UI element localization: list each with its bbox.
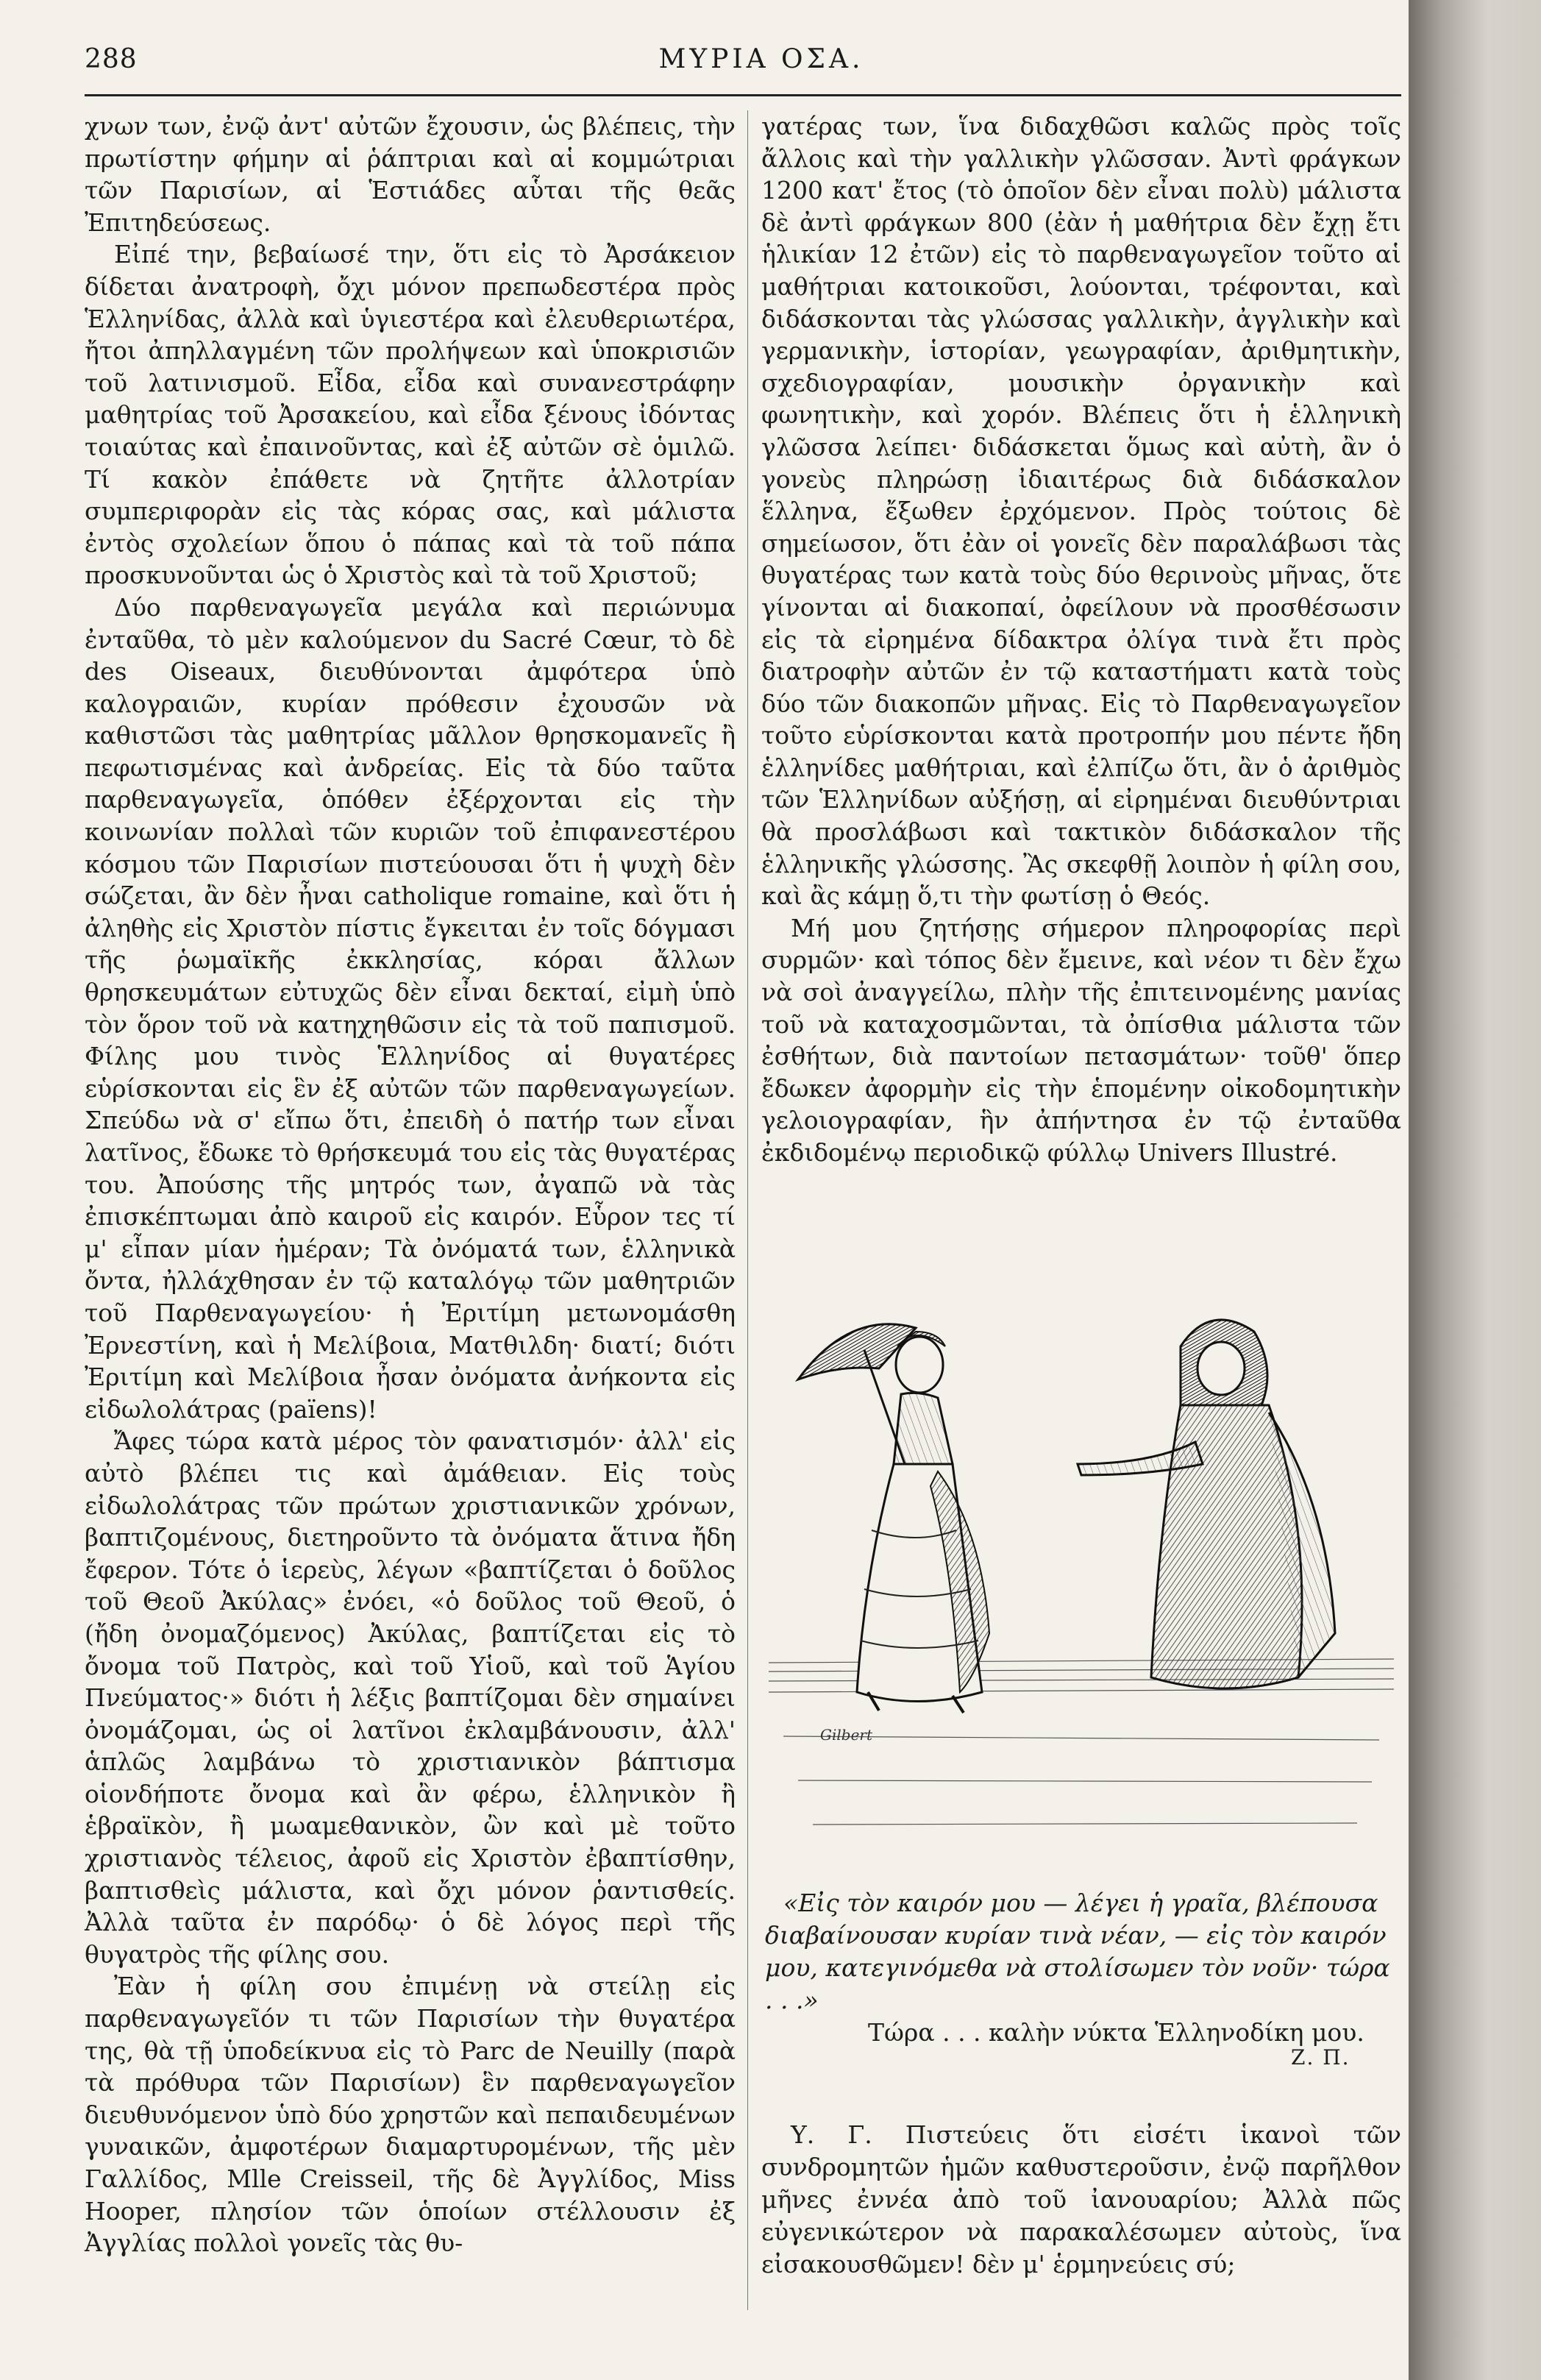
young-woman-figure [857,1332,989,1713]
left-paragraph-1: χνων των, ἐνῷ ἀντ' αὐτῶν ἔχουσιν, ὡς βλέπεις, τὴν πρωτίστην φήμην αἱ ῥάπτριαι καὶ αἱ κομμώτριαι τῶν Παρισίων, αἱ Ἑστιάδες αὗται τῆς θεᾶς Ἐπιτηδεύσεως. [85,112,736,237]
binding-shadow [1409,0,1541,2380]
left-paragraph-4: Ἄφες τώρα κατὰ μέρος τὸν φανατισμόν· ἀλλ' εἰς αὐτὸ βλέπει τις καὶ ἀμάθειαν. Εἰς τοὺς εἰδωλολάτρας τῶν πρώτων χριστιανικῶν χρόνων, βαπτιζομένους, διετηροῦντο τὰ ὀνόματα ἅτινα ἤδη ἔφερον. Τότε ὁ ἱερεὺς, λέγων «βαπτίζεται ὁ δοῦλος τοῦ Θεοῦ Ἀκύλας» ἐνόει, «ὁ δοῦλος τοῦ Θεοῦ, ὁ (ἤδη ὀνομαζόμενος) Ἀκύλας, βαπτίζεται εἰς τὸ ὄνομα τοῦ Πατρὸς, καὶ τοῦ Υἱοῦ, καὶ τοῦ Ἁγίου Πνεύματος·» διότι ἡ λέξις βαπτίζομαι δὲν σημαίνει ὀνομάζομαι, ὡς οἱ λατῖνοι ἐκλαμβάνουσιν, ἀλλ' ἁπλῶς λαμβάνω τὸ χριστιανικὸν βάπτισμα οἱονδήποτε ὄνομα καὶ ἂν φέρω, ἑλληνικὸν ἢ ἑβραϊκὸν, ἢ μωαμεθανικὸν, ὢν καὶ μὲ τοῦτο χριστιανὸς τέλειος, ἀφοῦ εἰς Χριστὸν ἐβαπτίσθην, βαπτισθεὶς μάλιστα, καὶ ὄχι μόνον ῥαντισθείς. Ἀλλὰ ταῦτα ἐν παρόδῳ· ὁ δὲ λόγος περὶ τῆς θυγατρὸς τῆς φίλης σου. [85,1427,736,1969]
left-paragraph-5: Ἐὰν ἡ φίλη σου ἐπιμένῃ νὰ στείλῃ εἰς παρθεναγωγεῖόν τι τῶν Παρισίων τὴν θυγατέρα της, θὰ τῇ ὑποδείκνυα εἰς τὸ Parc de Neuilly (παρὰ τὰ πρόθυρα τῶν Παρισίων) ἓν παρθεναγωγεῖον διευθυνόμενον ὑπὸ δύο χρηστῶν καὶ πεπαιδευμένων γυναικῶν, ἀμφοτέρων διαμαρτυρομένων, τῆς μὲν Γαλλίδος, Mlle Creisseil, τῆς δὲ Ἀγγλίδος, Miss Hooper, πλησίον τῶν ὁποίων στέλλουσιν ἐξ Ἀγγλίας πολλοὶ γονεῖς τὰς θυ- [85,1972,736,2258]
caption-quote: «Εἰς τὸν καιρόν μου — λέγει ἡ γραῖα, βλέπουσα διαβαίνουσαν κυρίαν τινὰ νέαν, — εἰς τὸν καιρόν μου, κατεγινόμεθα νὰ στολίσωμεν τὸν νοῦν· τώρα . . .» [765,1889,1390,2014]
left-paragraph-3: Δύο παρθεναγωγεῖα μεγάλα καὶ περιώνυμα ἐνταῦθα, τὸ μὲν καλούμενον du Sacré Cœur, τὸ δὲ des Oiseaux, διευθύνονται ἀμφότερα ὑπὸ καλογραιῶν, κυρίαν πρόθεσιν ἐχουσῶν νὰ καθιστῶσι τὰς μαθητρίας μᾶλλον θρησκομανεῖς ἢ πεφωτισμένας καὶ ἀνδρείας. Εἰς τὰ δύο ταῦτα παρθεναγωγεῖα, ὁπόθεν ἐξέρχονται εἰς τὴν κοινωνίαν πολλαὶ τῶν κυριῶν τοῦ ἐπιφανεστέρου κόσμου τῶν Παρισίων πιστεύουσαι ὅτι ἡ ψυχὴ δὲν σώζεται, ἂν δὲν ἦναι catholique romaine, καὶ ὅτι ἡ ἀληθὴς εἰς Χριστὸν πίστις ἔγκειται ἐν τοῖς δόγμασι τῆς ῥωμαϊκῆς ἐκκλησίας, κόραι ἄλλων θρησκευμάτων εὐτυχῶς δὲν εἶναι δεκταί, εἰμὴ ὑπὸ τὸν ὅρον τοῦ νὰ κατηχηθῶσιν εἰς τὰ τοῦ παπισμοῦ. Φίλης μου τινὸς Ἑλληνίδος αἱ θυγατέρες εὑρίσκονται εἰς ἓν ἐξ αὐτῶν τῶν παρθεναγωγείων. Σπεύδω νὰ σ' εἴπω ὅτι, ἐπειδὴ ὁ πατήρ των εἶναι λατῖνος, ἔδωκε τὸ θρήσκευμά του εἰς τὰς θυγατέρας του. Ἀπούσης τῆς μητρός των, ἀγαπῶ νὰ τὰς ἐπισκέπτωμαι ἀπὸ καιροῦ εἰς καιρόν. Εὗρον τες τί μ' εἶπαν μίαν ἡμέραν; Τὰ ὀνόματά των, ἑλληνικὰ ὄντα, ἠλλάχθησαν ἐν τῷ καταλόγῳ τῶν μαθητριῶν τοῦ Παρθεναγωγείου· ἡ Ἐριτίμη μετωνομάσθη Ἐρνεστίνη, καὶ ἡ Μελίβοια, Ματθιλδη· διατί; διότι Ἐριτίμη καὶ Μελίβοια ἦσαν ὀνόματα ἀνήκοντα εἰς εἰδωλολάτρας (païens)! [85,592,736,1424]
column-divider [747,110,748,2310]
page-number: 288 [85,44,138,74]
illustration-caption [765,1887,1398,2049]
artist-signature: Gilbert [820,1726,873,1744]
right-paragraph-1: γατέρας των, ἵνα διδαχθῶσι καλῶς πρὸς τοῖς ἄλλοις καὶ τὴν γαλλικὴν γλῶσσαν. Ἀντὶ φράγκων 1200 κατ' ἔτος (τὸ ὁποῖον δὲν εἶναι πολὺ) μάλιστα δὲ ἀντὶ φράγκων 800 (ἐὰν ἡ μαθήτρια δὲν ἔχῃ ἔτι ἡλικίαν 12 ἐτῶν) εἰς τὸ παρθεναγωγεῖον τοῦτο αἱ μαθήτριαι κατοικοῦσι, λούονται, τρέφονται, καὶ διδάσκονται τὰς γλώσσας γαλλικὴν, ἀγγλικὴν καὶ γερμανικὴν, ἱστορίαν, γεωγραφίαν, ἀριθμητικὴν, σχεδιογραφίαν, μουσικὴν ὀργανικὴν καὶ φωνητικὴν, καὶ χορόν. Βλέπεις ὅτι ἡ ἑλληνικὴ γλῶσσα λείπει· διδάσκεται ὅμως καὶ αὐτὴ, ἂν ὁ γονεὺς πληρώσῃ ἰδιαιτέρως διὰ διδάσκαλον ἕλληνα, ἔξωθεν ἐρχόμενον. Πρὸς τούτοις δὲ σημείωσον, ὅτι ἐὰν οἱ γονεῖς δὲν παραλάβωσι τὰς θυγατέρας των κατὰ τοὺς δύο θερινοὺς μῆνας, ὅτε γίνονται αἱ διακοπαί, ὀφείλουν νὰ προσθέσωσιν εἰς τὰ εἰρημένα δίδακτρα ὀλίγα τινὰ ἔτι πρὸς διατροφὴν αὐτῶν ἐν τῷ καταστήματι κατὰ τοὺς δύο τῶν διακοπῶν μῆνας. Εἰς τὸ Παρθεναγωγεῖον τοῦτο εὑρίσκονται κατὰ προτροπήν μου πέντε ἤδη ἑλληνίδες μαθήτριαι, καὶ ἐλπίζω ὅτι, ἂν ὁ ἀριθμὸς τῶν Ἑλληνίδων αὐξήσῃ, αἱ εἰρημέναι διευθύντριαι θὰ προσλάβωσι καὶ τακτικὸν διδάσκαλον τῆς ἑλληνικῆς γλώσσης. Ἂς σκεφθῇ λοιπὸν ἡ φίλη σου, καὶ ἂς κάμῃ ὅ,τι τὴν φωτίσῃ ὁ Θεός. [761,112,1401,911]
right-column [761,110,1401,1169]
illustration-engraving [769,1221,1394,1876]
author-signature: Ζ. Π. [1291,2045,1350,2070]
caption-reply: Τώρα . . . καλὴν νύκτα Ἑλληνοδίκη μου. [868,2018,1364,2047]
left-paragraph-2: Εἰπέ την, βεβαίωσέ την, ὅτι εἰς τὸ Ἀρσάκειον δίδεται ἀνατροφὴ, ὄχι μόνον πρεπωδεστέρα πρὸς Ἑλληνίδας, ἀλλὰ καὶ ὑγιεστέρα καὶ ἐλευθεριωτέρα, ἤτοι ἀπηλλαγμένη τῶν προλήψεων καὶ ὑποκρισιῶν τοῦ λατινισμοῦ. Εἶδα, εἶδα καὶ συνανεστράφην μαθητρίας τοῦ Ἀρσακείου, καὶ εἶδα ξένους ἰδόντας τοιαύτας καὶ ἐπαινοῦντας, καὶ ἐξ αὐτῶν σὲ ὁμιλῶ. Τί κακὸν ἐπάθετε νὰ ζητῆτε ἀλλοτρίαν συμπεριφορὰν εἰς τὰς κόρας σας, καὶ μάλιστα ἐντὸς σχολείων ὅπου ὁ πάπας καὶ τὰ τοῦ πάπα προσκυνοῦνται ὡς ὁ Χριστὸς καὶ τὰ τοῦ Χριστοῦ; [85,240,736,590]
postscript-text: Υ. Γ. Πιστεύεις ὅτι εἰσέτι ἱκανοὶ τῶν συνδρομητῶν ἡμῶν καθυστεροῦσιν, ἐνῷ παρῆλθον μῆνες ἐννέα ἀπὸ τοῦ ἰανουαρίου; Ἀλλὰ πῶς εὐγενικώτερον νὰ παρακαλέσωμεν αὐτοὺς, ἵνα εἰσακουσθῶμεν! δὲν μ' ἑρμηνεύεις σύ; [761,2120,1401,2278]
header-rule [85,94,1401,96]
running-title: ΜΥΡΙΑ ΟΣΑ. [658,44,864,74]
postscript [761,2119,1401,2281]
page-header [85,44,1401,88]
caricature-illustration [769,1221,1394,1876]
left-column [85,110,736,2259]
right-paragraph-2: Μή μου ζητήσῃς σήμερον πληροφορίας περὶ συρμῶν· καὶ τόπος δὲν ἔμεινε, καὶ νέον τι δὲν ἔχω νὰ σοὶ ἀναγγείλω, πλὴν τῆς ἐπιτεινομένης μανίας τοῦ νὰ καταχοσμῶνται, τὰ ὀπίσθια μάλιστα τῶν ἐσθήτων, διὰ παντοίων πετασμάτων· τοῦθ' ὅπερ ἔδωκεν ἀφορμὴν εἰς τὴν ἑπομένην οἰκοδομητικὴν γελοιογραφίαν, ἣν ἀπήντησα ἐν τῷ ἐνταῦθα ἐκδιδομένῳ περιοδικῷ φύλλῳ Univers Illustré. [761,913,1401,1167]
old-woman-figure [1078,1320,1335,1688]
